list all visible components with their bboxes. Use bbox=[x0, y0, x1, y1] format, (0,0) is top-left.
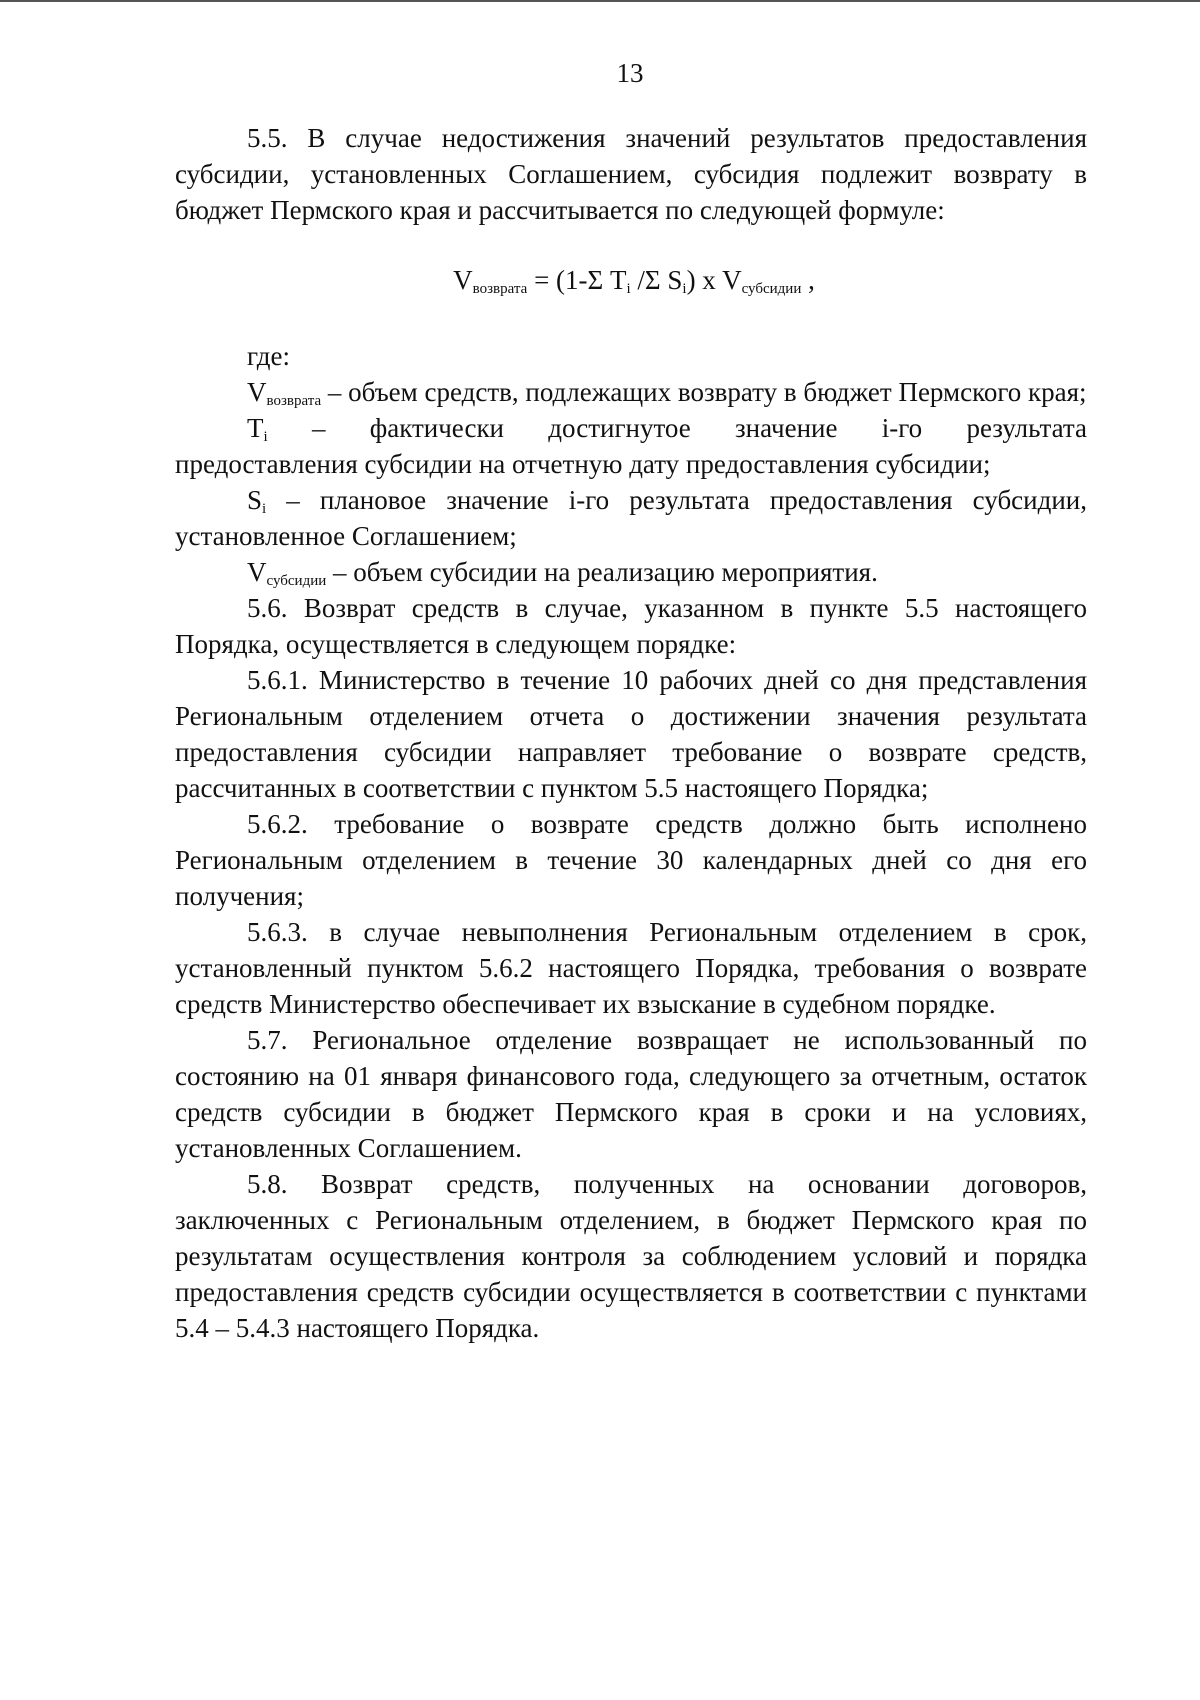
definition-v-return: $V_{возврата}$ – объем средств, подлежащих возврату в бюджет Пермского края; bbox=[247, 377, 1087, 409]
paragraph-5-7: 5.7. Региональное отделение возвращает не использованный по состоянию на 01 января финансового года, следующего за отчетным, остаток средств субсидии в бюджет Пермского края в сроки и на условиях, установленных Соглашением. bbox=[175, 1025, 1087, 1163]
return-formula: $V_{возврата} = (1-\Sigma$ $T_i$ /Σ $S_i$) x $V_{субсидии}$ , bbox=[453, 265, 815, 297]
paragraph-5-5: 5.5. В случае недостижения значений результатов предоставления субсидии, установленных Соглашением, субсидия подлежит возврату в бюджет Пермского края и рассчитывается по следующей формуле: bbox=[175, 123, 1087, 225]
paragraph-5-6-3: 5.6.3. в случае невыполнения Региональным отделением в срок, установленный пунктом 5.6.2 настоящего Порядка, требования о возврате средств Министерство обеспечивает их взыскание в судебном порядке. bbox=[175, 917, 1087, 1019]
paragraph-5-8: 5.8. Возврат средств, полученных на основании договоров, заключенных с Региональным отделением, в бюджет Пермского края по результатам осуществления контроля за соблюдением условий и порядка предоставления средств субсидии осуществляется в соответствии с пунктами 5.4 – 5.4.3 настоящего Порядка. bbox=[175, 1169, 1087, 1343]
paragraph-5-6-1: 5.6.1. Министерство в течение 10 рабочих дней со дня представления Региональным отделением отчета о достижении значения результата предоставления субсидии направляет требование о возврате средств, рассчитанных в соответствии с пунктом 5.5 настоящего Порядка; bbox=[175, 665, 1087, 803]
page-top-edge bbox=[0, 0, 1200, 2]
page-number: 13 bbox=[616, 58, 644, 88]
definitions-block bbox=[175, 338, 1087, 1346]
definition-s: $S_i$ – плановое значение i-го результата предоставления субсидии, установленное Соглашением; bbox=[175, 485, 1087, 551]
definition-t bbox=[175, 410, 1087, 482]
formula-v-return: $V_{возврата}$ bbox=[453, 265, 528, 297]
section-5-5 bbox=[175, 120, 1087, 228]
definition-t-rest: предоставления субсидии на отчетную дату предоставления субсидии; bbox=[175, 449, 991, 479]
paragraph-5-6: 5.6. Возврат средств в случае, указанном в пункте 5.5 настоящего Порядка, осуществляется в следующем порядке: bbox=[175, 593, 1087, 659]
paragraph-5-6-2: 5.6.2. требование о возврате средств должно быть исполнено Региональным отделением в течение 30 календарных дней со дня его получения; bbox=[175, 809, 1087, 911]
definition-v-subsidy: $V_{субсидии}$ – объем субсидии на реализацию мероприятия. bbox=[247, 557, 878, 589]
definition-t-symbol: $T_i$ bbox=[247, 413, 268, 445]
definition-t-first-line: $T_i$ – фактически достигнутое значение i-го результата bbox=[175, 410, 1087, 446]
where-label: где: bbox=[247, 341, 290, 371]
